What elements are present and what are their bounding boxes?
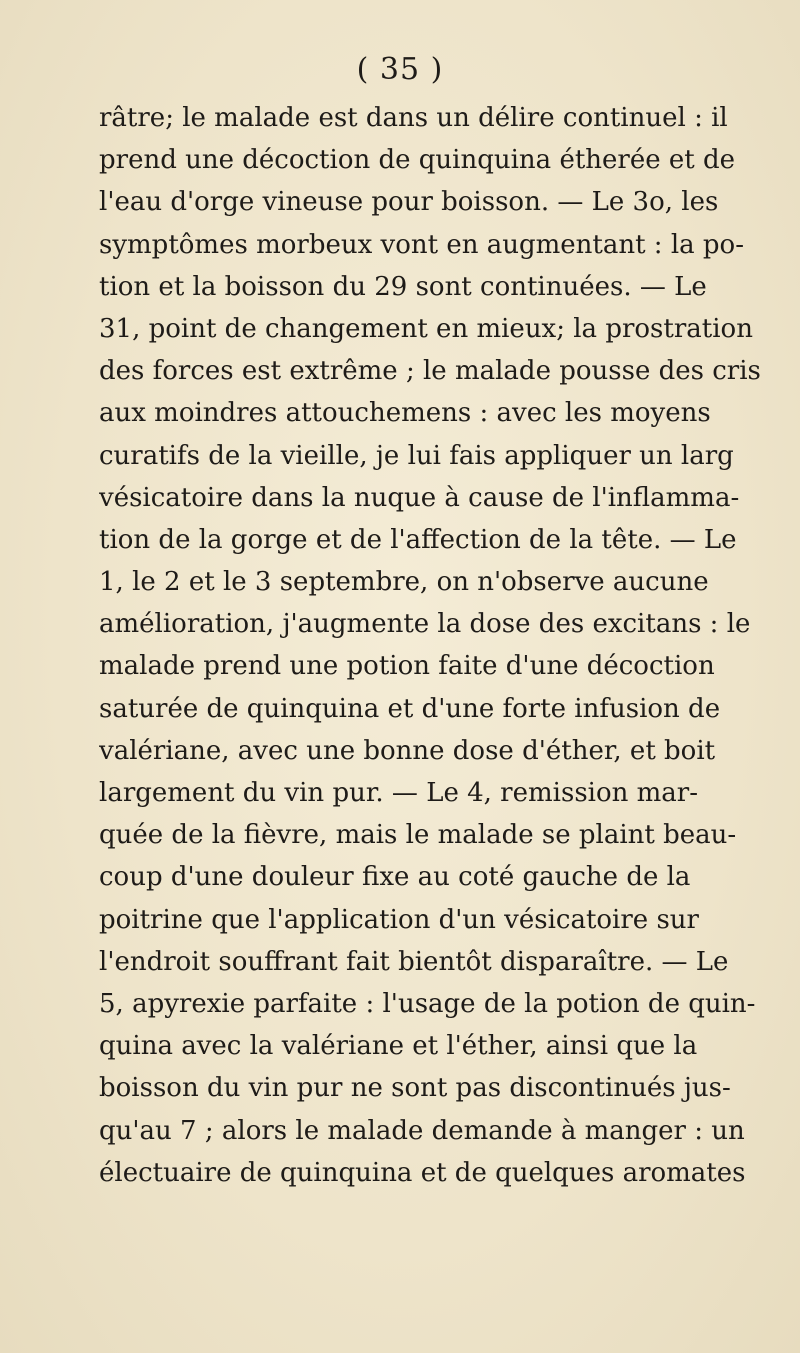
text-line: râtre; le malade est dans un délire continuel : il	[99, 103, 728, 133]
text-line: électuaire de quinquina et de quelques aromates	[99, 1157, 746, 1188]
text-line: malade prend une potion faite d'une décoction	[99, 651, 715, 682]
text-line: largement du vin pur. — Le 4, remission mar-	[99, 778, 699, 808]
text-line: boisson du vin pur ne sont pas discontinués jus-	[99, 1073, 731, 1104]
text-line: l'eau d'orge vineuse pour boisson. — Le 3o, les	[99, 187, 719, 218]
text-line: poitrine que l'application d'un vésicatoire sur	[99, 904, 699, 935]
text-line: l'endroit souffrant fait bientôt disparaître. — Le	[99, 946, 729, 977]
text-line: amélioration, j'augmente la dose des excitans : le	[99, 609, 751, 640]
text-line: curatifs de la vieille, je lui fais appliquer un larg	[99, 440, 734, 471]
text-line: des forces est extrême ; le malade pousse des cris	[99, 356, 761, 387]
text-line: tion et la boisson du 29 sont continuées. — Le	[99, 271, 707, 302]
page-number: ( 35 )	[356, 52, 444, 87]
text-line: quina avec la valériane et l'éther, ainsi que la	[99, 1031, 698, 1062]
text-line: 31, point de changement en mieux; la prostration	[99, 313, 753, 344]
text-line: 5, apyrexie parfaite : l'usage de la potion de quin-	[99, 988, 756, 1019]
text-line: quée de la fièvre, mais le malade se plaint beau-	[99, 820, 737, 851]
text-line: prend une décoction de quinquina étherée et de	[99, 145, 736, 176]
text-line: coup d'une douleur fixe au coté gauche de la	[99, 862, 691, 893]
text-line: tion de la gorge et de l'affection de la tête. — Le	[99, 524, 737, 555]
text-line: valériane, avec une bonne dose d'éther, et boit	[99, 735, 716, 766]
text-line: qu'au 7 ; alors le malade demande à manger : un	[99, 1115, 745, 1146]
text-line: symptômes morbeux vont en augmentant : la po-	[99, 229, 744, 260]
text-line: saturée de quinquina et d'une forte infusion de	[99, 693, 721, 724]
text-line: aux moindres attouchemens : avec les moyens	[99, 398, 711, 429]
body-text	[99, 97, 779, 1194]
text-line: vésicatoire dans la nuque à cause de l'inflamma-	[99, 482, 740, 513]
text-line: 1, le 2 et le 3 septembre, on n'observe aucune	[99, 567, 709, 598]
